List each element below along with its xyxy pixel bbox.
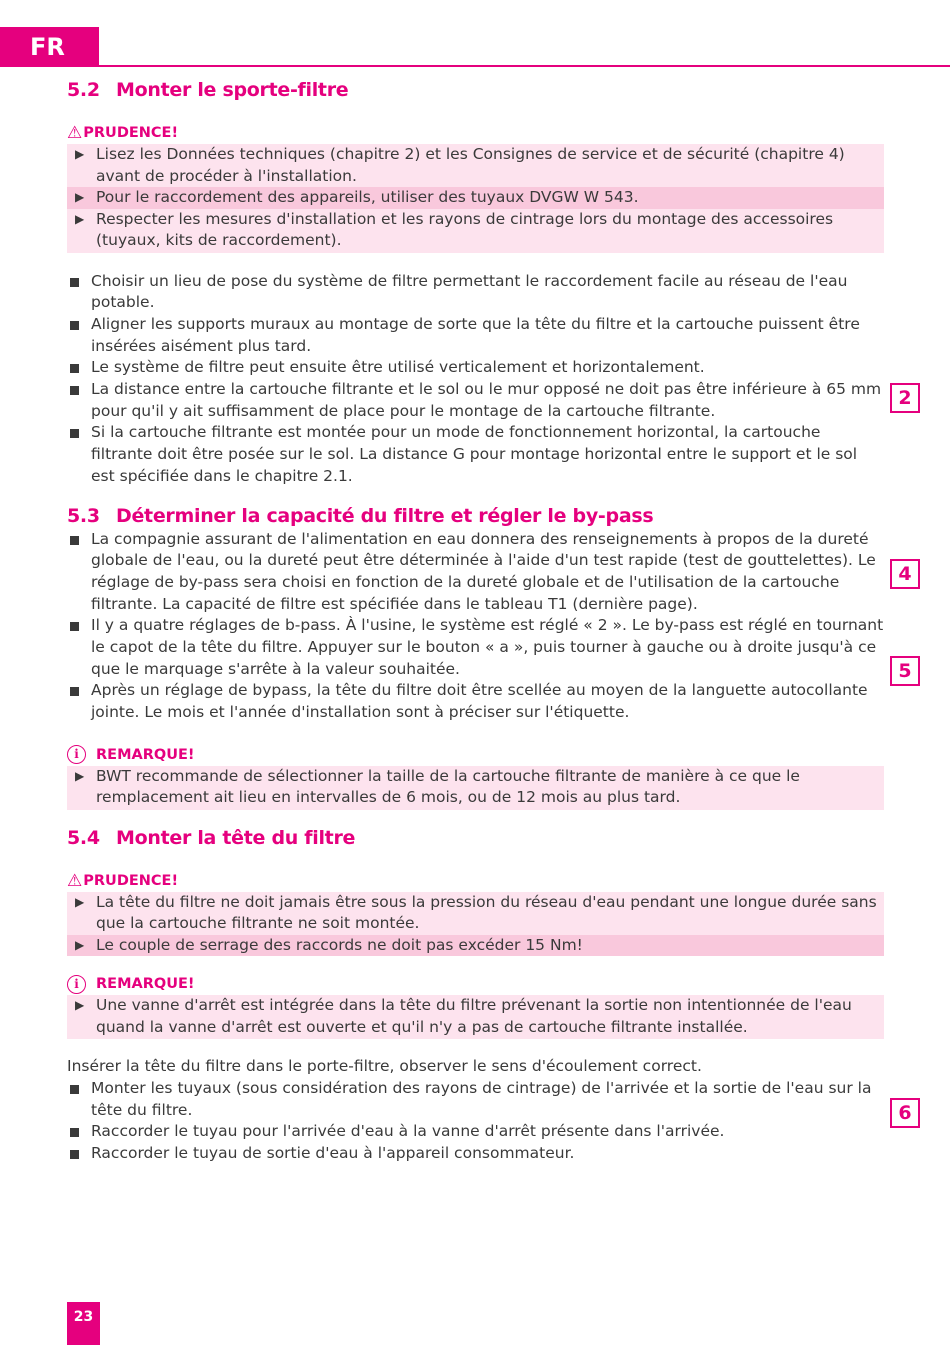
square-bullet-icon [70,687,79,696]
list-item-text: Après un réglage de bypass, la tête du filtre doit être scellée au moyen de la languette autocollante jointe. Le mois et l'année d'installation sont à préciser sur l'étiquette. [91,681,868,722]
section-5-2-heading [67,76,884,104]
list-item-text: Aligner les supports muraux au montage de sorte que la tête du filtre et la cartouche puissent être insérées aisément plus tard. [91,314,860,355]
language-tab: FR [0,27,99,67]
list-item-text: La compagnie assurant de l'alimentation en eau donnera des renseignements à propos de la dureté globale de l'eau, ou la dureté peut être déterminée à l'aide d'un test rapide (test de gouttelettes). Le réglage de by-pass sera choisi en fonction de la dureté globale et de l'utilisation de la cartouche filtrante. La capacité de filtre est spécifiée dans le tableau T1 (dernière page). [91,529,876,613]
list-item [67,357,884,379]
list-item-text: Le système de filtre peut ensuite être utilisé verticalement et horizontalement. [91,358,705,377]
note-list [67,766,884,810]
square-bullet-icon [70,364,79,373]
instruction-list [67,529,884,724]
note-label: REMARQUE! [96,746,195,763]
note-item [67,995,884,1039]
info-icon: i [67,745,86,764]
square-bullet-icon [70,321,79,330]
caution-item-text: Pour le raccordement des appareils, utiliser des tuyaux DVGW W 543. [96,188,639,206]
square-bullet-icon [70,1150,79,1159]
section-title: Monter la tête du filtre [116,826,356,849]
caution-heading [67,122,884,144]
header-rule [99,65,950,67]
square-bullet-icon [70,1085,79,1094]
caution-label: PRUDENCE! [83,125,179,141]
triangle-bullet-icon: ▶ [75,190,85,204]
note-item-text: BWT recommande de sélectionner la taille de la cartouche filtrante de manière à ce que le remplacement ait lieu en intervalles de 6 mois, ou de 12 mois au plus tard. [96,766,800,807]
figure-ref-6: 6 [890,1098,920,1128]
instruction-list [67,1078,884,1165]
note-heading [67,744,884,766]
caution-item-text: Respecter les mesures d'installation et les rayons de cintrage lors du montage des accessoires (tuyaux, kits de raccordement). [96,209,834,249]
figure-ref-4: 4 [890,559,920,589]
list-item-text: Il y a quatre réglages de b-pass. À l'usine, le système est réglé « 2 ». Le by-pass est réglé en tournant le capot de la tête du filtre. Appuyer sur le bouton « a », puis tourner à gauche ou à droite jusqu'à ce que le marquage s'arrête à la valeur souhaitée. [91,616,884,678]
page-number: 23 [67,1302,100,1345]
list-item [67,1121,884,1143]
list-item [67,680,884,723]
list-item-text: Choisir un lieu de pose du système de filtre permettant le raccordement facile au réseau de l'eau potable. [91,271,848,312]
list-item-text: Monter les tuyaux (sous considération des rayons de cintrage) de l'arrivée et la sortie de l'eau sur la tête du filtre. [91,1079,872,1119]
triangle-bullet-icon: ▶ [75,768,85,783]
list-item [67,271,884,314]
section-number: 5.4 [67,826,100,849]
instruction-list [67,271,884,488]
note-heading [67,973,884,995]
caution-item [67,187,884,209]
caution-heading [67,870,884,892]
caution-item [67,144,884,187]
square-bullet-icon [70,622,79,631]
list-item [67,615,884,680]
list-item [67,422,884,487]
section-title: Monter le sporte-filtre [116,79,349,101]
figure-ref-5: 5 [890,656,920,686]
section-5-3-heading [67,503,884,529]
note-item-text: Une vanne d'arrêt est intégrée dans la tête du filtre prévenant la sortie non intentionnée de l'eau quand la vanne d'arrêt est ouverte et qu'il n'y a pas de cartouche filtrante installée. [96,996,852,1036]
list-item [67,379,884,422]
square-bullet-icon [70,1128,79,1137]
triangle-bullet-icon: ▶ [75,998,85,1013]
triangle-bullet-icon: ▶ [75,147,85,161]
caution-item [67,892,884,935]
list-item [67,1078,884,1121]
list-item [67,314,884,357]
info-icon: i [67,975,86,994]
square-bullet-icon [70,429,79,438]
page-content [67,76,884,1165]
note-item [67,766,884,810]
caution-item-text: La tête du filtre ne doit jamais être sous la pression du réseau d'eau pendant une longue durée sans que la cartouche filtrante ne soit montée. [96,892,877,933]
list-item [67,529,884,616]
list-item-text: La distance entre la cartouche filtrante et le sol ou le mur opposé ne doit pas être inférieure à 65 mm pour qu'il y ait suffisamment de place pour le montage de la cartouche filtrante. [91,380,882,420]
warning-triangle-icon: ⚠ [67,870,83,891]
section-number: 5.3 [67,504,100,527]
warning-triangle-icon: ⚠ [67,123,83,143]
intro-paragraph: Insérer la tête du filtre dans le porte-filtre, observer le sens d'écoulement correct. [67,1057,702,1076]
section-title: Déterminer la capacité du filtre et régler le by-pass [116,504,654,527]
note-list [67,995,884,1039]
caution-item-text: Lisez les Données techniques (chapitre 2) et les Consignes de service et de sécurité (chapitre 4) avant de procéder à l'installation. [96,145,845,185]
square-bullet-icon [70,278,79,287]
section-5-4-heading [67,824,884,852]
triangle-bullet-icon: ▶ [75,211,85,226]
list-item-text: Raccorder le tuyau de sortie d'eau à l'appareil consommateur. [91,1144,575,1163]
caution-label: PRUDENCE! [83,872,179,889]
caution-item [67,935,884,957]
section-number: 5.2 [67,79,100,101]
caution-list [67,144,884,253]
note-label: REMARQUE! [96,976,195,993]
list-item [67,1143,884,1165]
square-bullet-icon [70,386,79,395]
figure-ref-2: 2 [890,383,920,413]
list-item-text: Si la cartouche filtrante est montée pour un mode de fonctionnement horizontal, la cartouche filtrante doit être posée sur le sol. La distance G pour montage horizontal entre le support et le sol est spécifiée dans le chapitre 2.1. [91,423,858,485]
caution-item [67,209,884,253]
triangle-bullet-icon: ▶ [75,894,85,909]
caution-list [67,892,884,957]
triangle-bullet-icon: ▶ [75,937,85,952]
caution-item-text: Le couple de serrage des raccords ne doit pas excéder 15 Nm! [96,935,583,954]
list-item-text: Raccorder le tuyau pour l'arrivée d'eau à la vanne d'arrêt présente dans l'arrivée. [91,1122,725,1141]
square-bullet-icon [70,536,79,545]
